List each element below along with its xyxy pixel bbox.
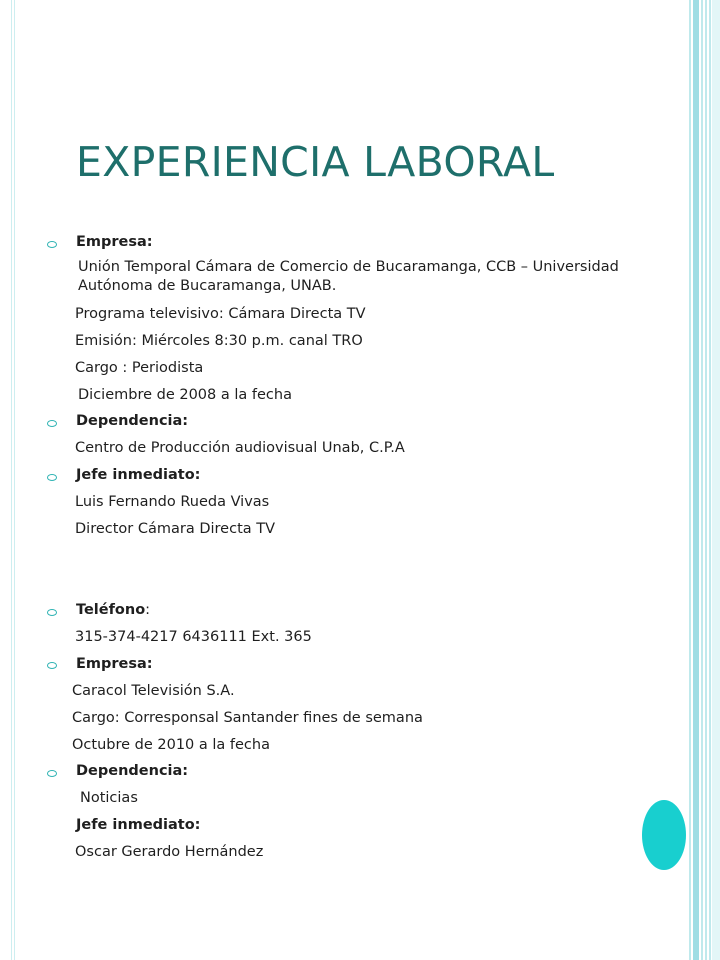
jefe-role: Director Cámara Directa TV — [75, 521, 276, 537]
empresa-name: Autónoma de Bucaramanga, UNAB. — [78, 278, 337, 294]
empresa-label: Empresa: — [76, 234, 153, 250]
bullet-icon — [47, 420, 57, 427]
border-line — [701, 0, 703, 960]
bullet-icon — [47, 662, 57, 669]
fecha-text: Diciembre de 2008 a la fecha — [78, 387, 292, 403]
page-title: EXPERIENCIA LABORAL — [76, 138, 555, 186]
border-line — [689, 0, 691, 960]
telefono-colon: : — [145, 602, 151, 618]
bullet-icon — [47, 609, 57, 616]
bullet-icon — [47, 474, 57, 481]
fecha-text: Octubre de 2010 a la fecha — [72, 737, 270, 753]
telefono-label-text: Teléfono — [76, 602, 146, 618]
bullet-icon — [47, 770, 57, 777]
empresa-name: Caracol Televisión S.A. — [72, 683, 235, 699]
cargo-text: Cargo: Corresponsal Santander fines de semana — [72, 710, 423, 726]
border-line — [709, 0, 711, 960]
dependencia-label: Dependencia: — [76, 413, 189, 429]
border-line — [11, 0, 12, 960]
jefe-label: Jefe inmediato: — [76, 467, 201, 483]
border-line — [712, 0, 720, 960]
dependencia-label: Dependencia: — [76, 763, 189, 779]
cargo-text: Cargo : Periodista — [75, 360, 204, 376]
border-line — [693, 0, 699, 960]
jefe-label: Jefe inmediato: — [76, 817, 201, 833]
dependencia-text: Noticias — [80, 790, 138, 806]
bullet-icon — [47, 241, 57, 248]
emision-text: Emisión: Miércoles 8:30 p.m. canal TRO — [75, 333, 363, 349]
jefe-name: Luis Fernando Rueda Vivas — [75, 494, 270, 510]
border-line — [14, 0, 15, 960]
empresa-name: Unión Temporal Cámara de Comercio de Bucaramanga, CCB – Universidad — [78, 259, 619, 275]
empresa-label: Empresa: — [76, 656, 153, 672]
jefe-name: Oscar Gerardo Hernández — [75, 844, 264, 860]
dependencia-text: Centro de Producción audiovisual Unab, C.P.A — [75, 440, 405, 456]
telefono-text: 315-374-4217 6436111 Ext. 365 — [75, 629, 312, 645]
accent-oval — [642, 800, 686, 870]
programa-text: Programa televisivo: Cámara Directa TV — [75, 306, 366, 322]
border-line — [705, 0, 707, 960]
telefono-label — [76, 601, 150, 620]
